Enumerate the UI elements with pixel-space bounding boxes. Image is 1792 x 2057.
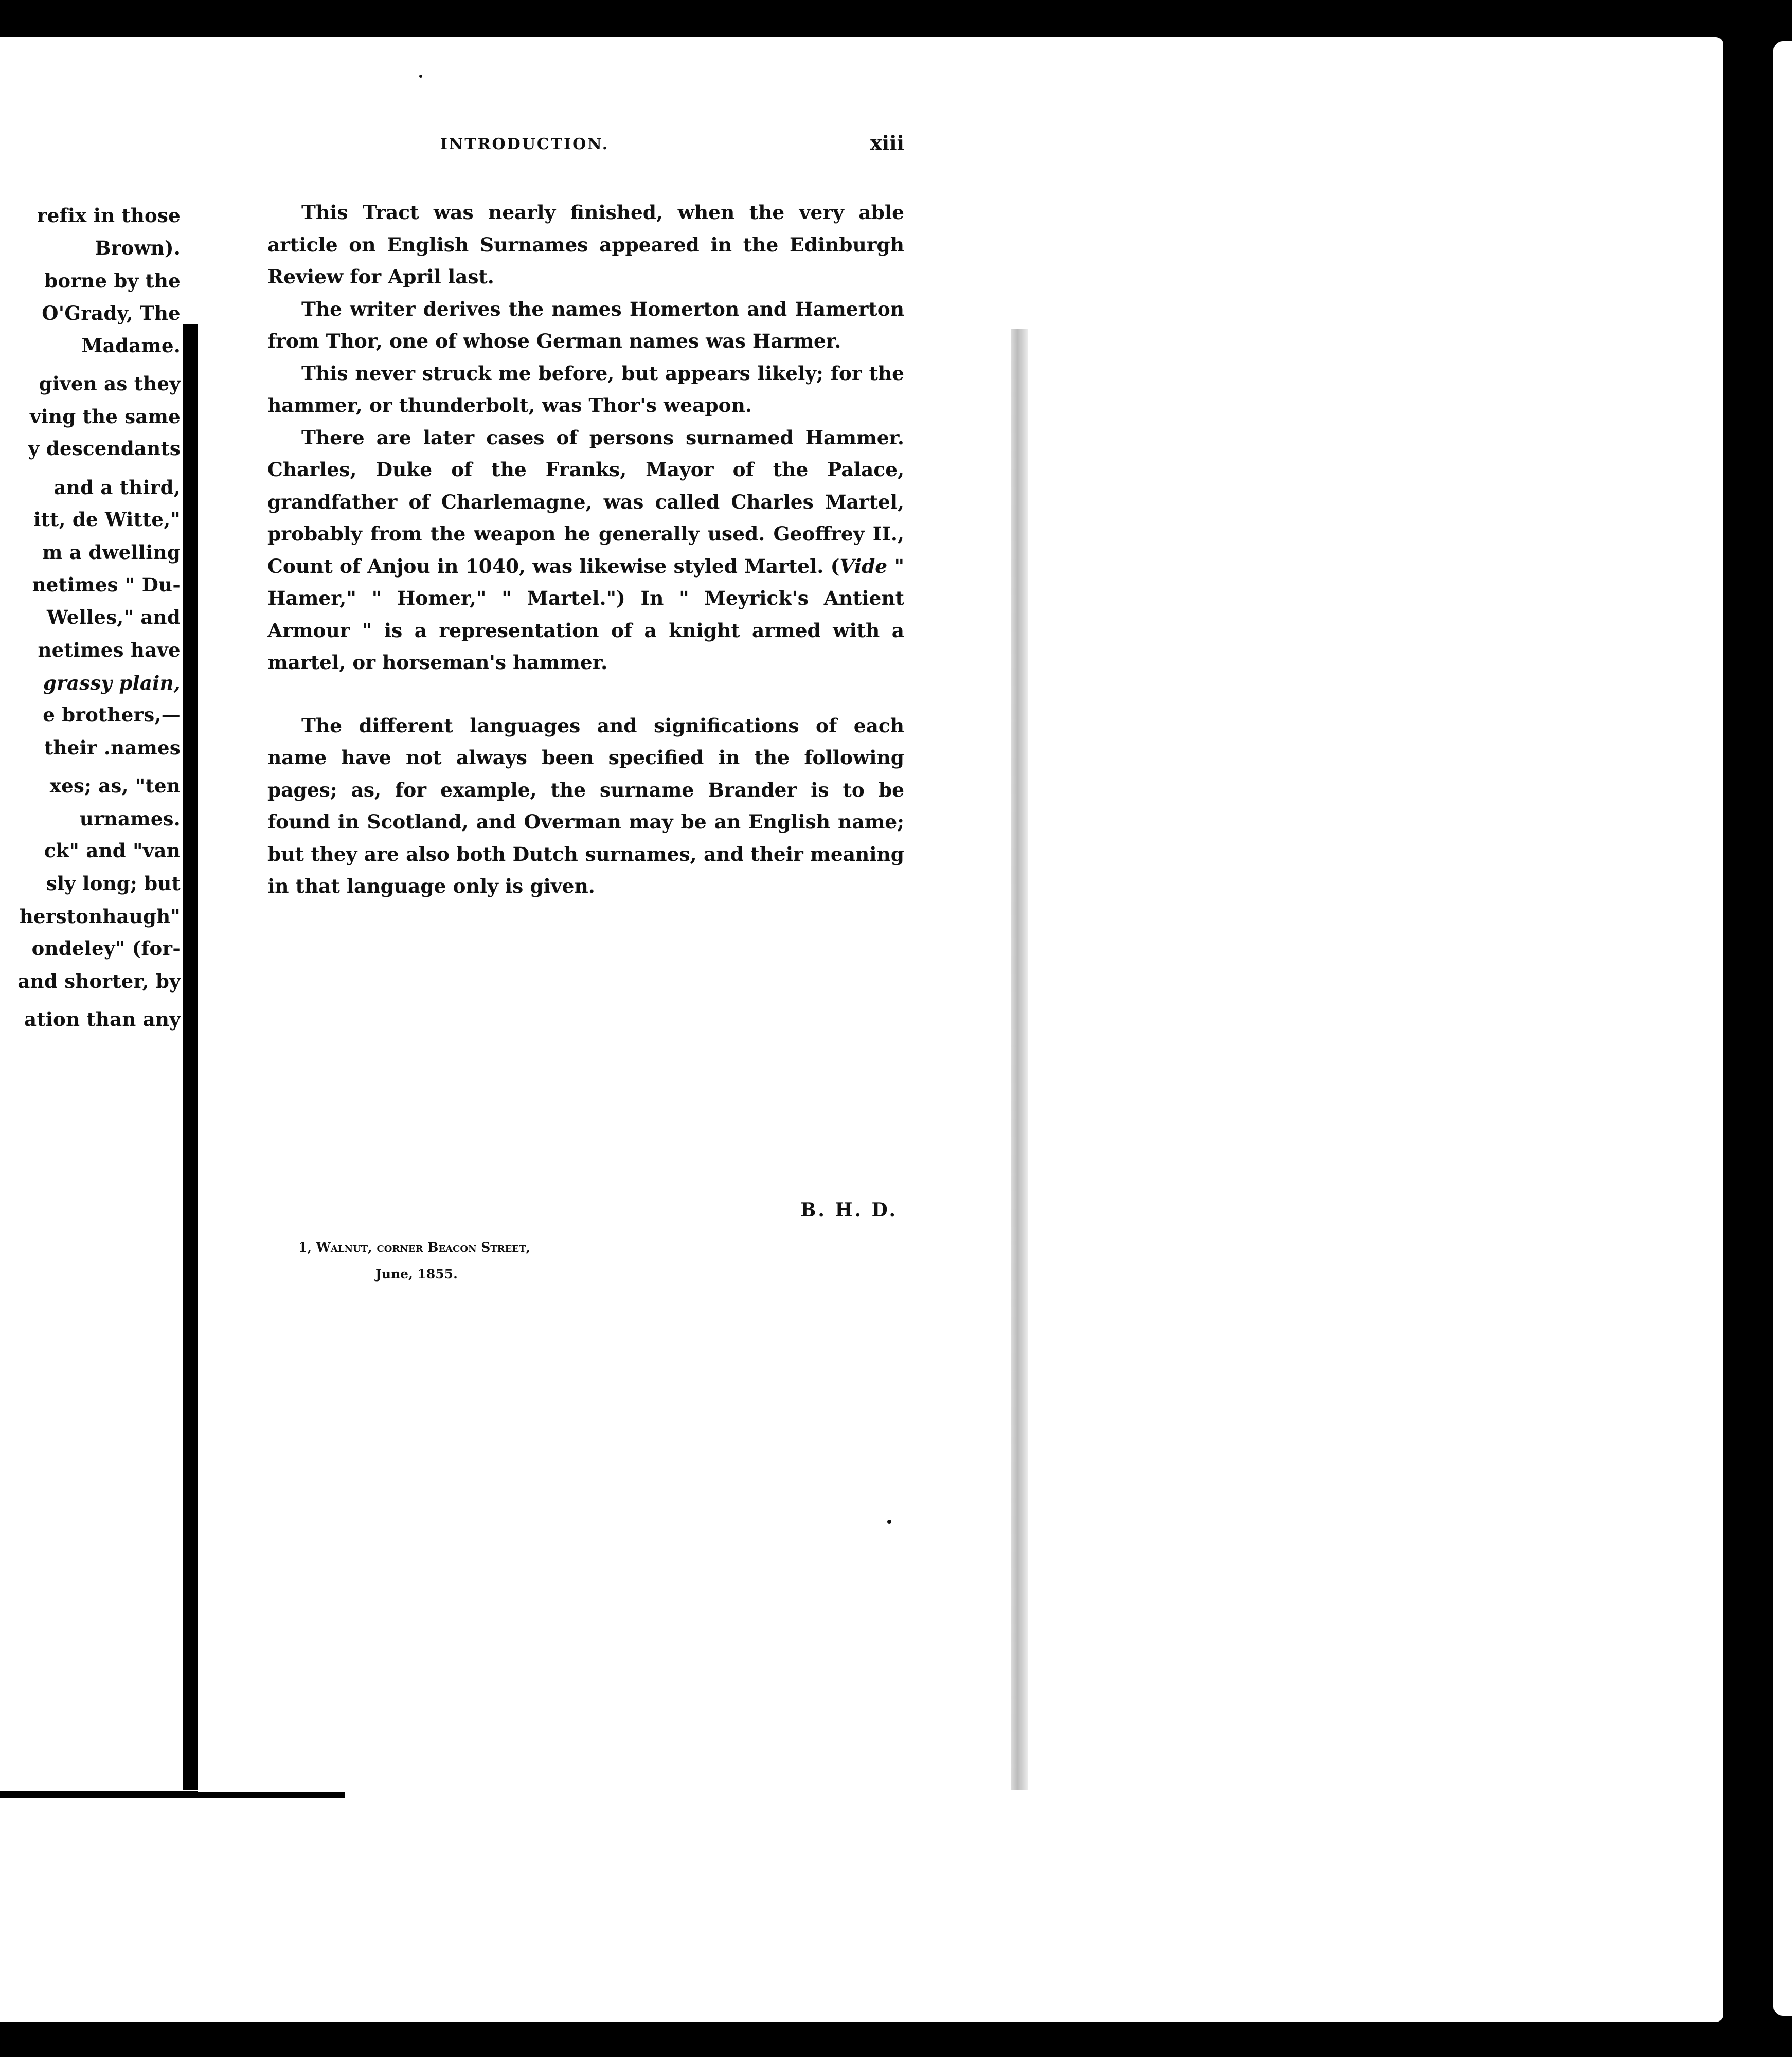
left-page [0,204,183,1800]
paragraph-martel: There are later cases of persons surnamed Hammer. Charles, Duke of the Franks, Mayor of the Palace, grandfather of Charlemagne, was called Charles Martel, probably from the weapon he generally used. Geoffrey II., Count of Anjou in 1040, was likewise styled Martel. (Vide " Hamer," " Homer," " Martel.") In " Meyrick's Antient Armour " is a representation of a knight armed with a martel, or horseman's hammer. [267,426,905,674]
left-page-line: itt, de Witte," [33,508,181,531]
left-page-line: xes; as, "ten [49,774,181,797]
next-sheet-edge [1773,41,1792,2016]
vide-tail: " Meyrick's Antient Armour " is a representation of a knight armed with a martel, or horseman's hammer. [267,587,905,674]
left-page-line: and a third, [53,476,181,499]
running-head [267,131,904,162]
left-page-line: netimes have [38,639,181,661]
signature-initials: B. H. D. [800,1199,898,1221]
scan-speck [419,75,422,78]
left-page-line: urnames. [79,807,181,830]
left-page-line: e brothers,— [43,703,181,726]
bottom-rule [0,1791,345,1798]
paragraph-languages: The different languages and significations of each name have not always been specified in the following pages; as, for example, the surname Brander is to be found in Scotland, and Overman may be an English name; but they are also both Dutch surnames, and their meaning in that language only is given. [267,714,904,897]
address-line: 1, Walnut, corner Beacon Street, [298,1240,531,1255]
left-page-line: Madame. [81,334,181,357]
running-head-title: INTRODUCTION. [440,135,610,153]
left-page-line: refix in those [37,204,181,227]
address-date: June, 1855. [375,1267,458,1282]
address-block [298,1234,530,1288]
vide-word: Vide [839,554,888,578]
left-page-line: ck" and "van [44,839,181,862]
paragraph-martel-text: There are later cases of persons surnamed Hammer. Charles, Duke of the Franks, Mayor of the Palace, grandfather of Charlemagne, was called Charles Martel, probably from the weapon he generally used. Geoffrey II., Count of Anjou in 1040, was likewise styled Martel. [267,426,904,578]
left-page-line: herstonhaugh" [19,905,181,928]
left-page-line: sly long; but [46,872,181,895]
left-page-line: given as they [39,372,181,395]
left-page-line: Brown). [95,237,181,259]
left-page-line: ving the same [29,405,181,428]
paragraph-hammer: This never struck me before, but appears likely; for the hammer, or thunderbolt, was Thor's weapon. [267,362,904,417]
left-page-line: Welles," and [47,606,181,628]
left-page-line: m a dwelling [42,541,181,564]
left-page-line: ondeley" (for- [31,937,181,960]
left-page-line: O'Grady, The [42,302,181,324]
paragraph-tract: This Tract was nearly finished, when the very able article on English Surnames appeared in the Edinburgh Review for April last. [267,201,904,288]
book-spine [183,324,198,1790]
left-page-line: and shorter, by [17,970,181,993]
left-page-line: ation than any [24,1008,181,1031]
scan-speck [887,1520,891,1524]
page-number: xiii [870,131,904,154]
page-edge-shadow [1011,329,1028,1790]
left-page-line: borne by the [44,269,181,292]
vide-in: In [640,587,664,609]
left-page-line: y descendants [28,437,181,460]
left-page-line: their .names [44,736,181,759]
body-text [267,196,904,903]
left-page-line: grassy plain, [43,672,181,694]
paragraph-writer: The writer derives the names Homerton and Hamerton from Thor, one of whose German names was Harmer. [267,297,904,352]
left-page-line: netimes " Du- [32,573,181,596]
vide-refs: " Hamer," " Homer," " Martel.") [267,554,904,609]
